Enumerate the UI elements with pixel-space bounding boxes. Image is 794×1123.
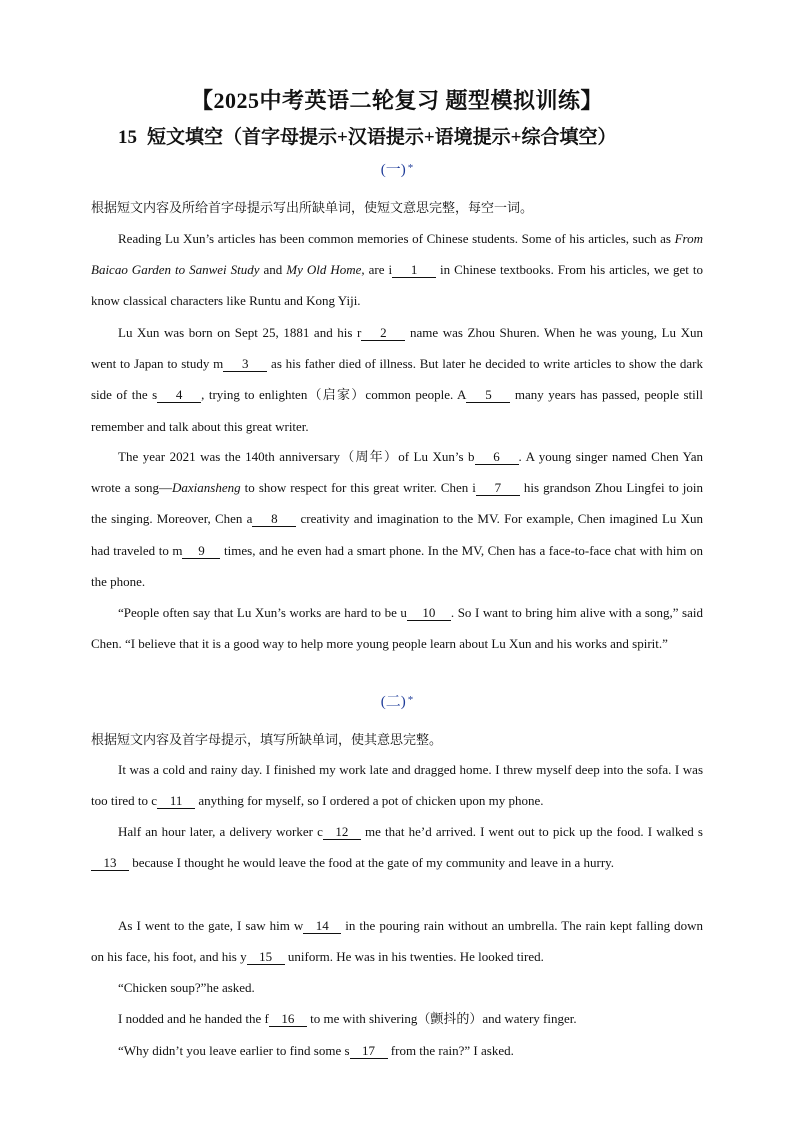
section-2-star: *	[407, 694, 414, 706]
subtitle-text: 短文填空（首字母提示+汉语提示+语境提示+综合填空）	[147, 127, 617, 148]
blank-6[interactable]: 6	[475, 450, 519, 465]
section-2-paragraph-5: I nodded and he handed the f 16 to me with shivering（颤抖的）and watery finger.	[118, 1011, 577, 1026]
section-2-paragraph-6: “Why didn’t you leave earlier to find some s 17 from the rain?” I asked.	[118, 1043, 514, 1058]
section-1-paragraph-4: “People often say that Lu Xun’s works are hard to be u 10 . So I want to bring him alive with a song,” said Chen. “I believe that it is a good way to help more young people learn about Lu Xun and his works and spirit.”	[91, 605, 703, 652]
section-2-heading	[0, 690, 794, 711]
subtitle-number: 15	[118, 127, 137, 148]
section-1-heading	[0, 158, 794, 179]
section-2-heading-text: (二)	[380, 694, 406, 710]
blank-2[interactable]: 2	[361, 326, 405, 341]
document-subtitle	[118, 122, 616, 149]
blank-7[interactable]: 7	[476, 481, 520, 496]
blank-3[interactable]: 3	[223, 357, 267, 372]
section-2-paragraph-1: It was a cold and rainy day. I finished my work late and dragged home. I threw myself deep into the sofa. I was too tired to c 11 anything for myself, so I ordered a pot of chicken upon my phone.	[91, 762, 703, 809]
blank-11[interactable]: 11	[157, 794, 195, 809]
blank-14[interactable]: 14	[303, 919, 341, 934]
blank-5[interactable]: 5	[466, 388, 510, 403]
blank-15[interactable]: 15	[247, 950, 285, 965]
section-2-paragraph-4: “Chicken soup?”he asked.	[118, 980, 255, 995]
blank-17[interactable]: 17	[350, 1044, 388, 1059]
blank-1[interactable]: 1	[392, 263, 436, 278]
section-1-paragraph-3: The year 2021 was the 140th anniversary（周年）of Lu Xun’s b 6 . A young singer named Chen Yan wrote a song—Daxiansheng to show respect for this great writer. Chen i 7 his grandson Zhou Lingfei to join the singing. Moreover, Chen a 8 creativity and imagination to the MV. For example, Chen imagined Lu Xun had traveled to m 9 times, and he even had a smart phone. In the MV, Chen has a face-to-face chat with him on the phone.	[91, 449, 703, 589]
document-title: 【2025中考英语二轮复习 题型模拟训练】	[190, 88, 603, 113]
blank-4[interactable]: 4	[157, 388, 201, 403]
section-1-paragraph-1: Reading Lu Xun’s articles has been common memories of Chinese students. Some of his articles, such as From Baicao Garden to Sanwei Study and My Old Home, are i 1 in Chinese textbooks. From his articles, we get to know classical characters like Runtu and Kong Yiji.	[91, 231, 703, 309]
blank-16[interactable]: 16	[269, 1012, 307, 1027]
section-2-paragraph-2: Half an hour later, a delivery worker c 12 me that he’d arrived. I went out to pick up the food. I walked s13 because I thought he would leave the food at the gate of my community and leave in a hurry.	[91, 816, 703, 878]
blank-8[interactable]: 8	[252, 512, 296, 527]
blank-13[interactable]: 13	[91, 856, 129, 871]
section-2-paragraph-3: As I went to the gate, I saw him w 14 in the pouring rain without an umbrella. The rain kept falling down on his face, his foot, and his y 15 uniform. He was in his twenties. He looked tired.	[91, 918, 703, 965]
section-1-star: *	[407, 162, 414, 174]
blank-12[interactable]: 12	[323, 825, 361, 840]
blank-9[interactable]: 9	[182, 544, 220, 559]
section-1-heading-text: (一)	[380, 162, 406, 178]
section-2-instruction: 根据短文内容及首字母提示，填写所缺单词，使其意思完整。	[91, 732, 443, 747]
section-1-paragraph-2: Lu Xun was born on Sept 25, 1881 and his r 2 name was Zhou Shuren. When he was young, Lu Xun went to Japan to study m 3 as his father died of illness. But later he decided to write articles to show the dark side of the s 4 , trying to enlighten（启家）common people. A 5 many years has passed, people still remember and talk about this great writer.	[91, 325, 703, 434]
section-1-instruction: 根据短文内容及所给首字母提示写出所缺单词，使短文意思完整，每空一词。	[91, 200, 534, 215]
blank-10[interactable]: 10	[407, 606, 451, 621]
